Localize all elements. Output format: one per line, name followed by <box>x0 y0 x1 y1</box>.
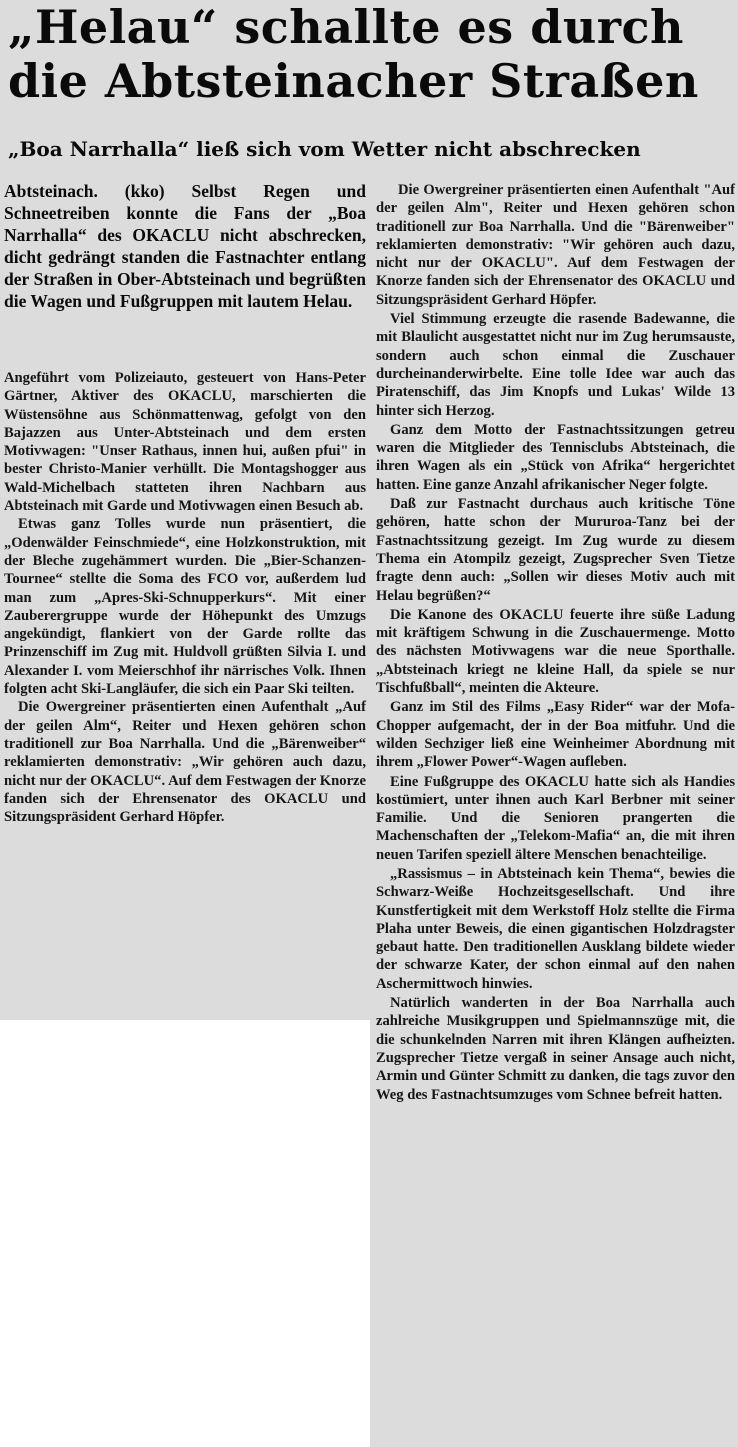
lead-text: (kko) Selbst Regen und Schneetreiben konnte die Fans der „Boa Narrhalla“ des OKACLU nicht abschrecken, dicht gedrängt standen die Fastnachter entlang der Straßen in Ober-Abtsteinach und begrüßten die Wagen und Fußgruppen mit lautem Helau. <box>4 181 366 311</box>
dateline: Abtsteinach. <box>4 181 98 201</box>
paragraph: Angeführt vom Polizeiauto, gesteuert von Hans-Peter Gärtner, Aktiver des OKACLU, marschierten die Wüstensöhne aus Schönmattenwag, gefolgt von den Bajazzen aus Unter-Abtsteinach und dem ersten Motivwagen: "Unser Rathaus, innen hui, außen pfui" in bester Christo-Manier verhüllt. Die Montagshogger aus Wald-Michelbach statteten ihren Nachbarn aus Abtsteinach mit Garde und Motivwagen einen Besuch ab. <box>4 370 366 515</box>
left-column-text <box>4 369 366 826</box>
paragraph: Daß zur Fastnacht durchaus auch kritische Töne gehören, hatte schon der Mururoa-Tanz bei der Fastnachtssitzung gezeigt. Im Zug wurde zu diesem Thema ein Atompilz gezeigt, Zugsprecher Sven Tietze fragte denn auch: „Sollen wir dieses Motiv auch mit Helau begrüßen?“ <box>376 496 735 604</box>
article-headline: „Helau“ schallte es durch die Abtsteinacher Straßen <box>8 0 699 108</box>
paragraph: Die Kanone des OKACLU feuerte ihre süße Ladung mit kräftigem Schwung in die Zuschauermenge. Motto des nächsten Motivwagens war die neue Sporthalle. „Abtsteinach kriegt ne kleine Hall, da spiele se nur Tischfußball“, meinten die Akteure. <box>376 606 735 697</box>
article-lead <box>4 180 366 312</box>
right-column-text <box>376 181 735 1105</box>
paragraph: Die Owergreiner präsentierten einen Aufenthalt "Auf der geilen Alm", Reiter und Hexen gehören schon traditionell zur Boa Narrhalla. Und die "Bärenweiber" reklamierten demonstrativ: "Wir gehören auch dazu, nicht nur der OKACLU". Auf dem Festwagen der Knorze fanden sich der Ehrensenator des OKACLU und Sitzungspräsident Gerhard Höpfer. <box>376 182 735 308</box>
paragraph: Ganz dem Motto der Fastnachtssitzungen getreu waren die Mitglieder des Tennisclubs Abtsteinach, die ihren Wagen als ein „Stück von Afrika“ hergerichtet hatten. Eine ganze Anzahl afrikanischer Neger folgte. <box>376 421 735 493</box>
paragraph: Eine Fußgruppe des OKACLU hatte sich als Handies kostümiert, unter ihnen auch Karl Berbner mit seiner Familie. Und die Senioren prangerten die Machenschaften der „Telekom-Mafia“ an, die mit ihren neuen Tarifen speziell ältere Menschen benachteilige. <box>376 773 735 863</box>
paragraph: Ganz im Stil des Films „Easy Rider“ war der Mofa-Chopper aufgemacht, der in der Boa mitfuhr. Und die wilden Sechziger ließ eine Weinheimer Abordnung mit ihrem „Flower Power“-Wagen aufleben. <box>376 699 735 771</box>
paragraph: Viel Stimmung erzeugte die rasende Badewanne, die mit Blaulicht ausgestattet nicht nur im Zug herumsauste, sondern auch schon einmal die Zuschauer durcheinanderwirbelte. Eine tolle Idee war auch das Piratenschiff, das Jim Knopfs und Lukas' Wilde 13 hinter sich Herzog. <box>376 311 735 419</box>
paragraph: Natürlich wanderten in der Boa Narrhalla auch zahlreiche Musikgruppen und Spielmannszüge mit, die die schunkelnden Narren mit ihren Klängen aufheizten. Zugsprecher Tietze vergaß in seiner Ansage auch nicht, Armin und Günter Schmitt zu danken, die tags zuvor den Weg des Fastnachtsumzuges vom Schnee befreit hatten. <box>376 995 735 1103</box>
paragraph: „Rassismus – in Abtsteinach kein Thema“, bewies die Schwarz-Weiße Hochzeitsgesellschaft. Und ihre Kunstfertigkeit mit dem Werkstoff Holz stellte die Firma Plaha unter Beweis, die einen gigantischen Holzdragster gebaut hatte. Den traditionellen Ausklang bildete wieder der schwarze Kater, der schon einmal auf den nahen Aschermittwoch hinwies. <box>376 865 735 992</box>
article-subheadline: „Boa Narrhalla“ ließ sich vom Wetter nicht abschrecken <box>8 137 641 161</box>
paragraph: Die Owergreiner präsentierten einen Aufenthalt „Auf der geilen Alm“, Reiter und Hexen gehören schon traditionell zur Boa Narrhalla. Und die „Bärenweiber“ reklamierten demonstrativ: „Wir gehören auch dazu, nicht nur der OKACLU“. Auf dem Festwagen der Knorze fanden sich der Ehrensenator des OKACLU und Sitzungspräsident Gerhard Höpfer. <box>4 699 366 826</box>
paragraph: Etwas ganz Tolles wurde nun präsentiert, die „Odenwälder Feinschmiede“, eine Holzkonstruktion, mit der Bleche zugehämmert wurden. Die „Bier-Schanzen-Tournee“ stellte die Soma des FCO vor, außerdem lud man zum „Apres-Ski-Schnupperkurs“. Mit einer Zauberergruppe wurde der Höhepunkt des Umzugs angekündigt, flankiert von der Garde rollte das Prinzenschiff im Zug mit. Huldvoll grüßten Silvia I. und Alexander I. vom Meierschhof ihr närrisches Volk. Ihnen folgten acht Ski-Langläufer, die sich ein Paar Ski teilten. <box>4 516 366 698</box>
